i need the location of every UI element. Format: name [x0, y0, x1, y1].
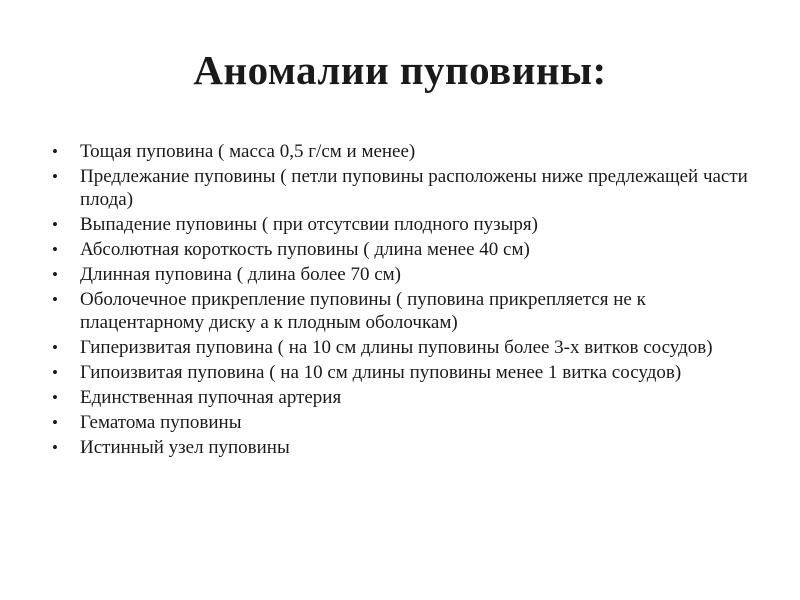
- list-item: [48, 165, 748, 211]
- list-item: [48, 411, 748, 434]
- list-item-text: Выпадение пуповины ( при отсутсвии плодного пузыря): [80, 214, 538, 235]
- list-item: [48, 436, 748, 459]
- list-item-text: Длинная пуповина ( длина более 70 см): [80, 264, 401, 285]
- list-item-text: Истинный узел пуповины: [80, 437, 290, 458]
- list-item: [48, 386, 748, 409]
- bullet-list: [48, 140, 748, 461]
- list-item-text: Предлежание пуповины ( петли пуповины расположены ниже предлежащей части плода): [80, 166, 748, 210]
- bullet-icon: •: [52, 338, 58, 357]
- list-item-text: Оболочечное прикрепление пуповины ( пуповина прикрепляется не к плацентарному диску а к плодным оболочкам): [80, 289, 646, 333]
- list-item-text: Гиперизвитая пуповина ( на 10 см длины пуповины более 3-х витков сосудов): [80, 337, 713, 358]
- list-item-text: Гипоизвитая пуповина ( на 10 см длины пуповины менее 1 витка сосудов): [80, 362, 682, 383]
- list-item-text: Гематома пуповины: [80, 412, 242, 433]
- list-item: [48, 263, 748, 286]
- bullet-icon: •: [52, 413, 58, 432]
- bullet-icon: •: [52, 142, 58, 161]
- bullet-icon: •: [52, 240, 58, 259]
- list-item: [48, 361, 748, 384]
- bullet-icon: •: [52, 265, 58, 284]
- list-item: [48, 140, 748, 163]
- bullet-icon: •: [52, 290, 58, 309]
- list-item-text: Абсолютная короткость пуповины ( длина менее 40 см): [80, 239, 530, 260]
- list-item-text: Тощая пуповина ( масса 0,5 г/см и менее): [80, 141, 416, 162]
- list-item: [48, 238, 748, 261]
- bullet-icon: •: [52, 215, 58, 234]
- bullet-icon: •: [52, 438, 58, 457]
- bullet-icon: •: [52, 167, 58, 186]
- bullet-icon: •: [52, 363, 58, 382]
- bullet-icon: •: [52, 388, 58, 407]
- page-title: Аномалии пуповины:: [193, 47, 607, 93]
- list-item: [48, 288, 748, 334]
- list-item-text: Единственная пупочная артерия: [80, 387, 342, 408]
- list-item: [48, 336, 748, 359]
- list-item: [48, 213, 748, 236]
